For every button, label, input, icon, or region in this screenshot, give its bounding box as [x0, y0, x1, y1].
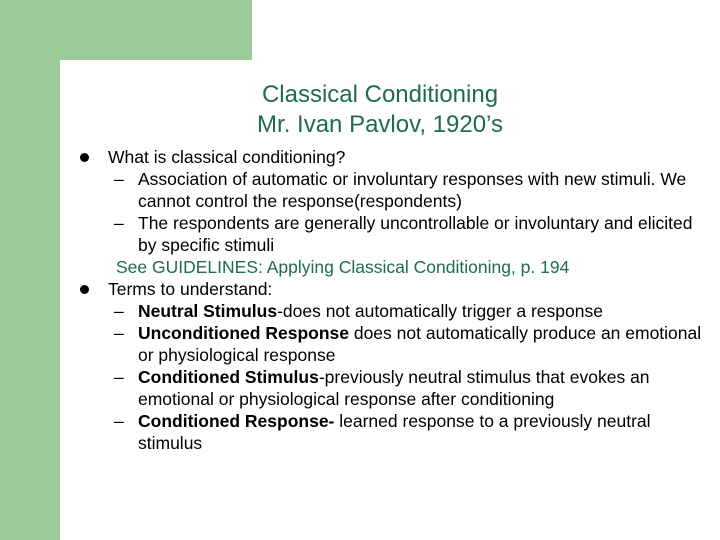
sub-item-text: Association of automatic or involuntary responses with new stimuli. We cannot control the response(respondents) [138, 169, 687, 211]
dash-icon: – [114, 323, 124, 343]
bullet-dot-icon [80, 153, 89, 162]
term-definition: -previously neutral stimulus that evokes an emotional or physiological response after conditioning [138, 367, 650, 409]
bullet-text: Terms to understand: [108, 279, 273, 299]
title-line-1: Classical Conditioning [261, 81, 499, 108]
term-name: Conditioned Stimulus [138, 367, 319, 387]
dash-icon: – [114, 213, 124, 233]
bullet-dot-icon [80, 285, 89, 294]
term-name: Unconditioned Response [138, 323, 349, 343]
term-definition: does not automatically produce an emotional or physiological response [138, 323, 702, 365]
term-item [80, 300, 710, 322]
dash-icon: – [114, 301, 124, 321]
guidelines-note: See GUIDELINES: Applying Classical Conditioning, p. 194 [116, 257, 570, 277]
dash-icon: – [114, 367, 124, 387]
sub-item-text: The respondents are generally uncontrollable or involuntary and elicited by specific stimuli [138, 213, 693, 255]
title-line-2: Mr. Ivan Pavlov, 1920’s [257, 111, 503, 138]
term-name: Neutral Stimulus [138, 301, 278, 321]
dash-icon: – [114, 411, 124, 431]
bullet-what-is [80, 146, 710, 168]
slide-content [80, 146, 710, 454]
term-item [80, 322, 710, 366]
term-name: Conditioned Response- [138, 411, 335, 431]
dash-icon: – [114, 169, 124, 189]
bullet-text: What is classical conditioning? [108, 147, 346, 167]
slide-title [0, 80, 720, 140]
bullet-terms [80, 278, 710, 300]
sub-item [80, 212, 710, 256]
term-definition: -does not automatically trigger a response [277, 301, 603, 321]
term-item [80, 410, 710, 454]
term-definition: learned response to a previously neutral stimulus [138, 411, 651, 453]
green-top-band [0, 0, 252, 60]
term-item [80, 366, 710, 410]
sub-item [80, 168, 710, 212]
